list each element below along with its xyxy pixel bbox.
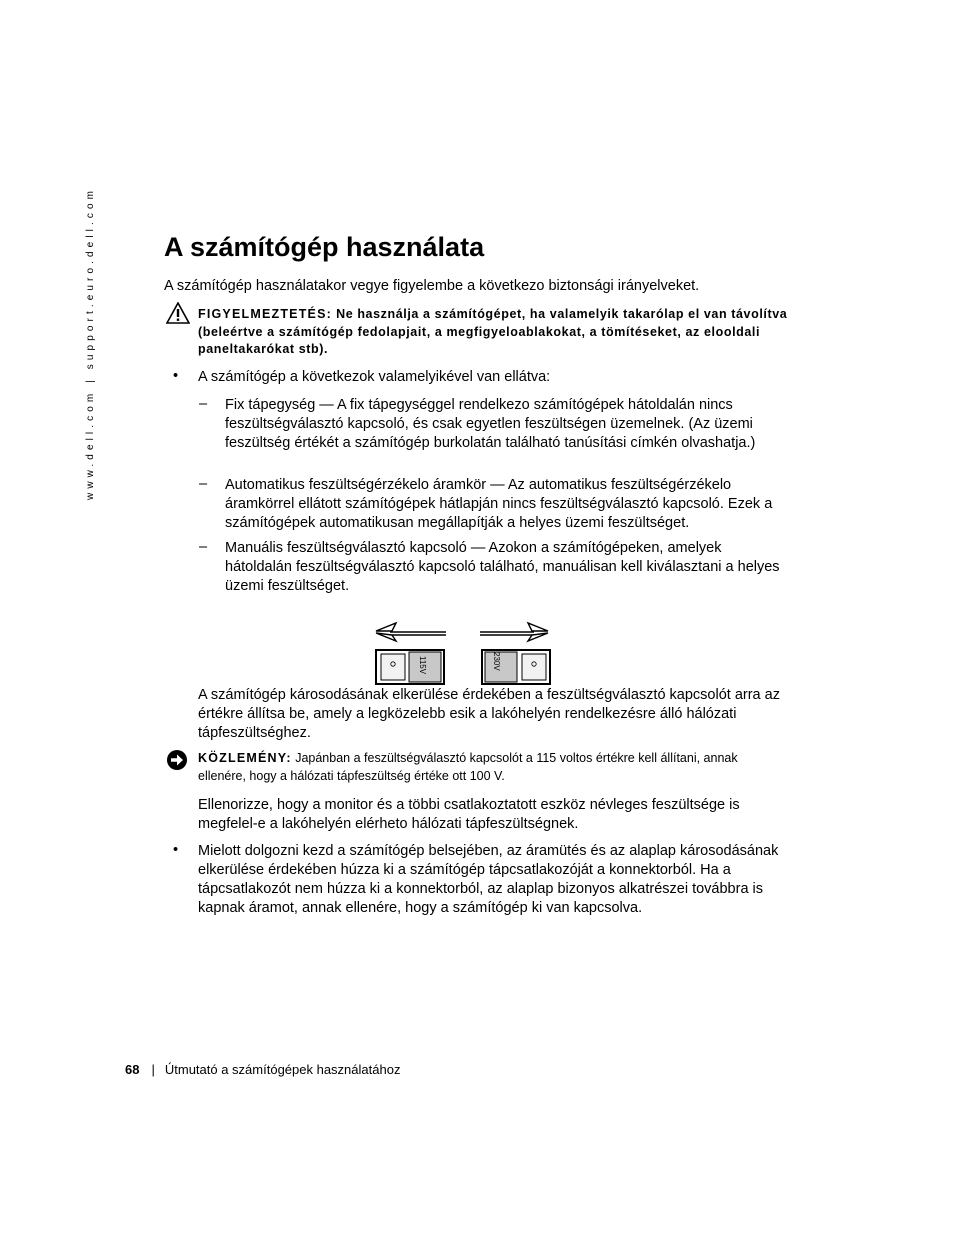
list-item: Fix tápegység — A fix tápegységgel rendelkezo számítógépek hátoldalán nincs feszültségválasztó kapcsoló, és csak egyetlen feszültségen üzemelnek. (Az üzemi feszültség értékét a számítógép burkolatán található tanúsítási címkén olvashatja.)	[225, 397, 756, 451]
list-item: Automatikus feszültségérzékelo áramkör — Az automatikus feszültségérzékelo áramkörrel ellátott számítógépek hátlapján nincs feszültségválasztó kapcsoló. Ezek a számítógépek automatikusan megállapítják a helyes üzemi feszültséget.	[225, 477, 773, 531]
dash-marker: –	[199, 476, 208, 492]
list-item: Manuális feszültségválasztó kapcsoló — Azokon a számítógépeken, amelyek hátoldalán feszültségválasztó kapcsoló található, manuálisan kell kiválasztani a helyes üzemi feszültséget.	[225, 540, 780, 594]
page-title: A számítógép használata	[164, 232, 485, 262]
bullet-marker: •	[173, 368, 179, 384]
dash-marker: –	[199, 539, 208, 555]
warning-icon	[166, 302, 190, 324]
notice-label: KÖZLEMÉNY:	[198, 751, 292, 765]
switch-230v	[482, 650, 550, 684]
sidebar-url	[82, 186, 102, 500]
notice-icon	[166, 749, 188, 771]
intro-paragraph: A számítógép használatakor vegye figyelembe a következo biztonsági irányelveket.	[164, 278, 700, 294]
dash-marker: –	[199, 396, 208, 412]
switch-115v	[376, 650, 444, 684]
footer-title: Útmutató a számítógépek használatához	[164, 1062, 401, 1077]
warning-block	[198, 306, 788, 359]
voltage-switch-figure	[372, 620, 554, 686]
bullet-text: A számítógép a következok valamelyikével van ellátva:	[198, 369, 551, 385]
after-figure-paragraph: A számítógép károsodásának elkerülése érdekében a feszültségválasztó kapcsolót arra az értékre állítsa be, amely a legközelebb esik a lakóhelyén rendelkezésre álló hálózati tápfeszültséghez.	[198, 687, 780, 741]
notice-block	[198, 749, 788, 785]
check-paragraph: Ellenorizze, hogy a monitor és a többi csatlakoztatott eszköz névleges feszültsége is megfelel-e a lakóhelyén elérheto hálózati tápfeszültségnek.	[198, 797, 740, 832]
sidebar-url-text: www.dell.com | support.euro.dell.com	[85, 186, 96, 500]
bullet-marker: •	[173, 842, 179, 858]
notice-text: Japánban a feszültségválasztó kapcsolót a 115 voltos értékre kell állítani, annak ellenére, hogy a hálózati tápfeszültség értéke ott 100 V.	[198, 751, 738, 783]
arrow-right-icon	[480, 623, 548, 641]
page-number: 68	[125, 1062, 140, 1077]
page-footer	[125, 1062, 400, 1077]
bullet-text: Mielott dolgozni kezd a számítógép belsejében, az áramütés és az alaplap károsodásának elkerülése érdekében húzza ki a számítógép tápcsatlakozóját a konnektorból. Ha a tápcsatlakozót nem húzza ki a konnektorból, az alaplap bizonyos alkatrészei továbbra is kapnak áramot, annak ellenére, hogy a számítógép ki van kapcsolva.	[198, 843, 779, 916]
switch-label-230v: 230V	[492, 652, 501, 671]
footer-separator: |	[151, 1062, 155, 1077]
arrow-left-icon	[376, 623, 446, 641]
warning-label: FIGYELMEZTETÉS:	[198, 307, 332, 321]
switch-label-115v: 115V	[418, 656, 427, 675]
warning-text: Ne használja a számítógépet, ha valamelyik takarólap el van távolítva (beleértve a számítógép fedolapjait, a megfigyeloablakokat, a tömítéseket, az elooldali paneltakarókat stb).	[198, 307, 788, 356]
